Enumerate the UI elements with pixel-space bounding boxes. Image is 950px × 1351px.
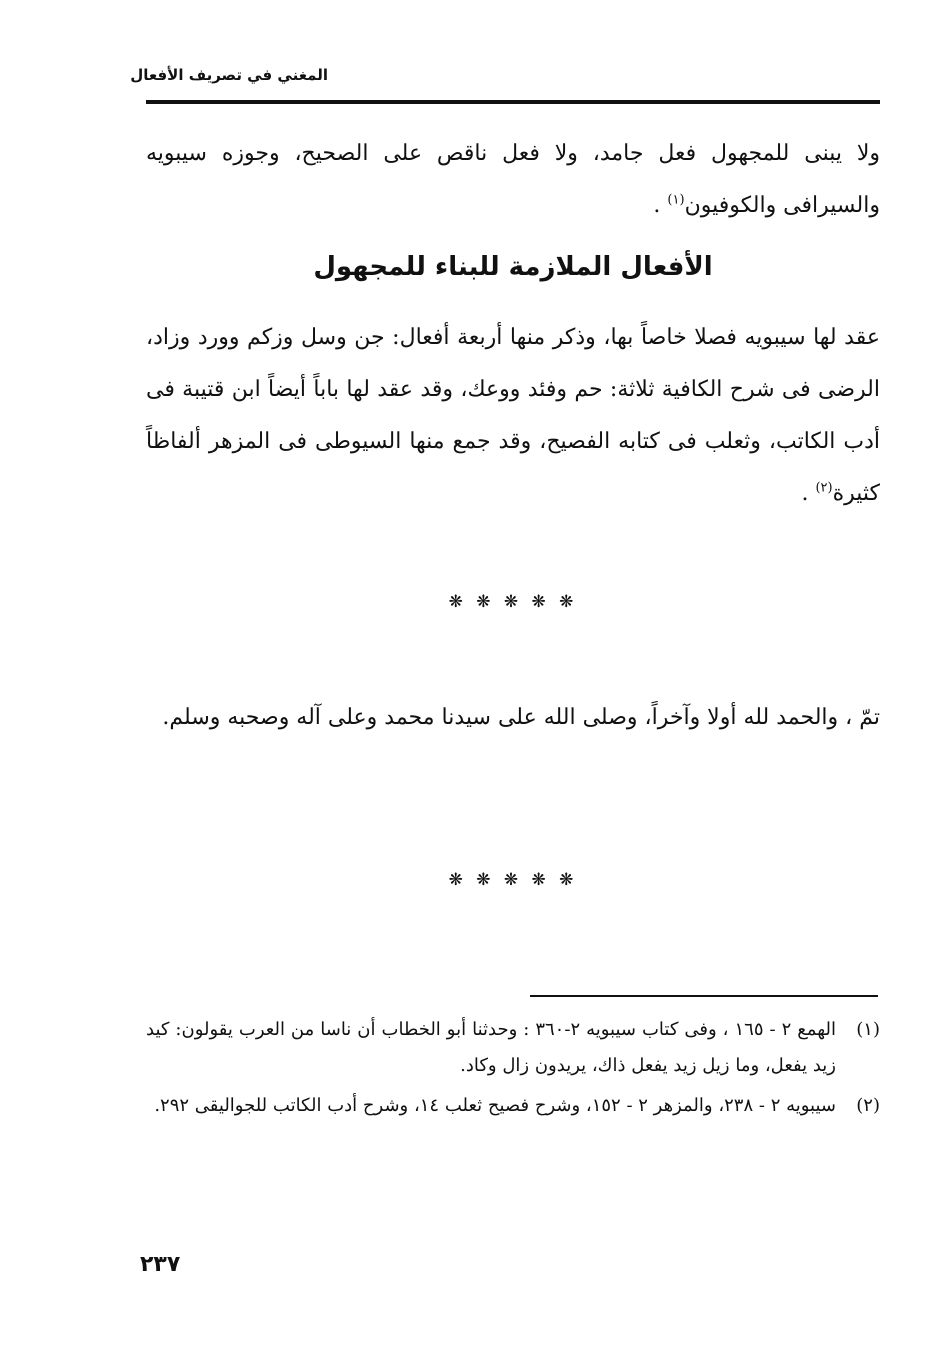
closing-paragraph: تمّ ، والحمد لله أولا وآخراً، وصلى الله على سيدنا محمد وعلى آله وصحبه وسلم.: [162, 705, 880, 730]
intro-text: ولا يبنى للمجهول فعل جامد، ولا فعل ناقص على الصحيح، وجوزه سيبويه والسيرافى والكوفيون: [146, 141, 880, 218]
section-text: عقد لها سيبويه فصلا خاصاً بها، وذكر منها أربعة أفعال: جن وسل وزكم وورد وزاد، الرضى فى شرح الكافية ثلاثة: حم وفئد ووعك، وقد عقد لها باباً أيضاً ابن قتيبة فى أدب الكاتب، وثعلب فى كتابه الفصيح، وقد جمع منها السيوطى فى المزهر ألفاظاً كثيرة: [146, 325, 880, 506]
running-head: المغني في تصريف الأفعال: [130, 66, 328, 84]
intro-paragraph: [146, 128, 880, 232]
intro-end: .: [653, 193, 668, 218]
footnote-1: [146, 1012, 880, 1084]
footnote-2: [146, 1088, 880, 1124]
footnote-ref-1[interactable]: (١): [667, 192, 685, 208]
footnote-text: الهمع ٢ - ١٦٥ ، وفى كتاب سيبويه ٢-٣٦٠ : وحدثنا أبو الخطاب أن ناسا من العرب يقولون: كيد زيد يفعل، وما زيل زيد يفعل ذاك، يريدون زال وكاد.: [146, 1019, 836, 1076]
separator-stars-2: ❋ ❋ ❋ ❋ ❋: [448, 870, 578, 890]
footnote-rule: [530, 995, 878, 997]
section-paragraph: [146, 312, 880, 520]
page-number: ٢٣٧: [140, 1252, 181, 1277]
separator-stars-1: ❋ ❋ ❋ ❋ ❋: [448, 592, 578, 612]
footnotes: [146, 1012, 880, 1128]
footnote-text: سيبويه ٢ - ٢٣٨، والمزهر ٢ - ١٥٢، وشرح فصيح ثعلب ١٤، وشرح أدب الكاتب للجواليقى ٢٩٢.: [154, 1095, 836, 1116]
header-rule: [146, 100, 880, 104]
section-end: .: [801, 481, 816, 506]
footnote-number: (١): [856, 1019, 880, 1040]
footnote-number: (٢): [856, 1095, 880, 1116]
section-title: الأفعال الملازمة للبناء للمجهول: [313, 252, 713, 282]
footnote-ref-2[interactable]: (٢): [815, 480, 833, 496]
